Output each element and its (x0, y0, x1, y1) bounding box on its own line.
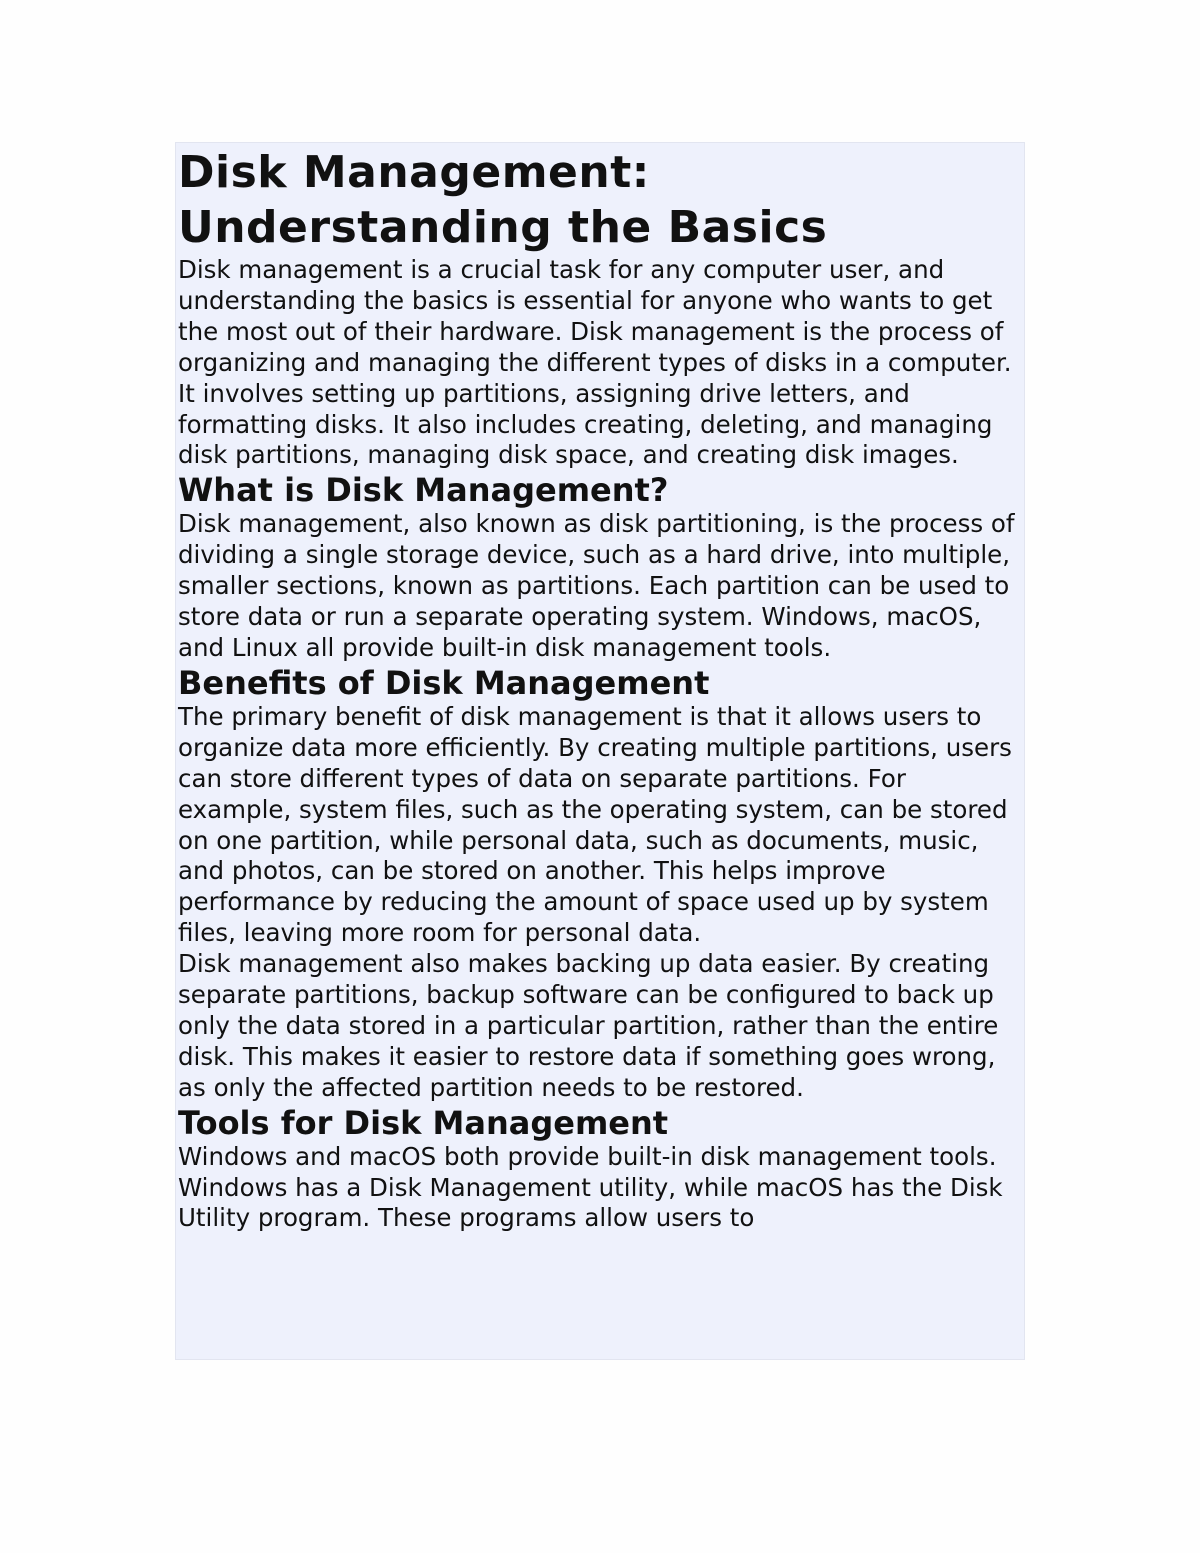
section-paragraph: Disk management, also known as disk partitioning, is the process of dividing a single storage device, such as a hard drive, into multiple, smaller sections, known as partitions. Each partition can be used to store data or run a separate operating system. Windows, macOS, and Linux all provide built-in disk management tools. (178, 509, 1015, 662)
section-paragraph: Windows and macOS both provide built-in disk management tools. Windows has a Disk Management utility, while macOS has the Disk Utility program. These programs allow users to (178, 1141, 1003, 1233)
section-heading-tools: Tools for Disk Management (178, 1103, 669, 1142)
section-paragraph: The primary benefit of disk management is that it allows users to organize data more efficiently. By creating multiple partitions, users can store different types of data on separate partitions. For example, system files, such as the operating system, can be stored on one partition, while personal data, such as documents, music, and photos, can be stored on another. This helps improve performance by reducing the amount of space used up by system files, leaving more room for personal data. (178, 701, 1012, 948)
document-title (178, 145, 1024, 255)
intro-paragraph: Disk management is a crucial task for any computer user, and understanding the basics is essential for anyone who wants to get the most out of their hardware. Disk management is the process of organizing and managing the different types of disks in a computer. It involves setting up partitions, assigning drive letters, and formatting disks. It also includes creating, deleting, and managing disk partitions, managing disk space, and creating disk images. (178, 255, 1012, 470)
section-heading-what-is: What is Disk Management? (178, 471, 669, 510)
document-content (175, 142, 1025, 1360)
title-line-1: Disk Management: (178, 147, 650, 198)
section-heading-benefits: Benefits of Disk Management (178, 663, 710, 702)
title-line-2: Understanding the Basics (178, 202, 828, 253)
section-paragraph: Disk management also makes backing up data easier. By creating separate partitions, backup software can be configured to back up only the data stored in a particular partition, rather than the entire disk. This makes it easier to restore data if something goes wrong, as only the affected partition needs to be restored. (178, 949, 999, 1102)
